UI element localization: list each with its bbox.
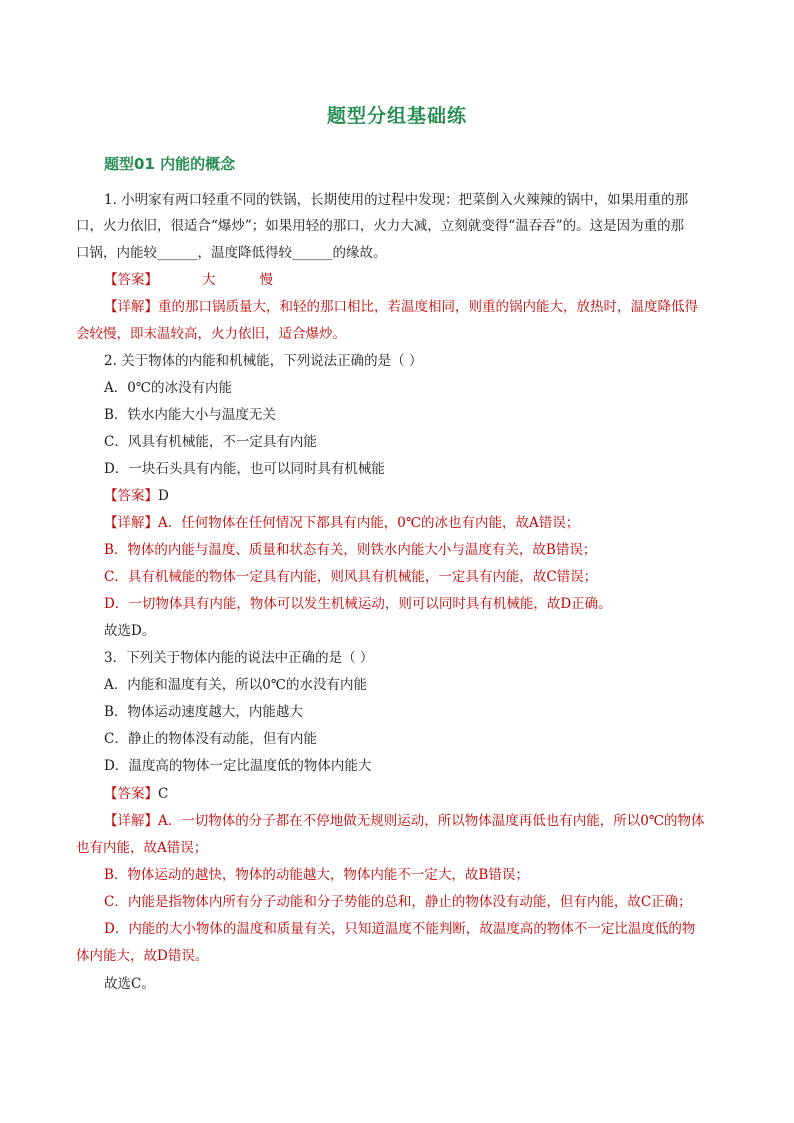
q3-option-a: A．内能和温度有关，所以0℃的水没有内能	[104, 677, 367, 693]
q3-conclusion: 故选C。	[104, 976, 155, 992]
q2-detail-line-1	[104, 514, 754, 532]
q3-detail-line-3: B．物体运动的越快，物体的动能越大，物体内能不一定大，故B错误；	[104, 867, 529, 883]
detail-label: 【详解】	[104, 813, 158, 829]
q2-answer	[104, 487, 754, 505]
q2-detail-line-2: B．物体的内能与温度、质量和状态有关，则铁水内能大小与温度有关，故B错误；	[104, 542, 597, 558]
q1-answer	[104, 271, 754, 289]
page-title: 题型分组基础练	[326, 105, 467, 127]
q2-option-c: C．风具有机械能，不一定具有内能	[104, 434, 317, 450]
section-heading: 题型01 内能的概念	[104, 155, 236, 173]
detail-label: 【详解】	[104, 299, 158, 315]
q2-detail-text-1: A．任何物体在任何情况下都具有内能，0℃的冰也有内能，故A错误；	[158, 515, 580, 531]
q3-detail-line-4: C．内能是指物体内所有分子动能和分子势能的总和，静止的物体没有动能，但有内能，故C正确；	[104, 894, 692, 910]
answer-label: 【答案】	[104, 272, 158, 288]
q3-option-d: D．温度高的物体一定比温度低的物体内能大	[104, 758, 372, 774]
answer-label: 【答案】	[104, 786, 158, 802]
q3-stem: 3．下列关于物体内能的说法中正确的是（ ）	[104, 650, 374, 666]
q2-conclusion: 故选D。	[104, 623, 156, 639]
q3-detail-text-1: A．一切物体的分子都在不停地做无规则运动，所以物体温度再低也有内能，所以0℃的物体	[158, 813, 705, 829]
q1-stem-line-3: 口锅，内能较______，温度降低得较______的缘故。	[76, 245, 387, 261]
q1-stem-line-1: 1. 小明家有两口轻重不同的铁锅，长期使用的过程中发现：把菜倒入火辣辣的锅中，如果用重的那	[104, 192, 689, 208]
q2-option-a: A．0℃的冰没有内能	[104, 380, 232, 396]
q2-option-d: D．一块石头具有内能，也可以同时具有机械能	[104, 461, 385, 477]
q3-answer-value: C	[158, 786, 169, 802]
q2-answer-value: D	[158, 488, 169, 504]
q2-stem: 2. 关于物体的内能和机械能，下列说法正确的是（ ）	[104, 353, 423, 369]
q3-detail-line-6: 体内能大，故D错误。	[76, 948, 209, 964]
q2-detail-line-4: D．一切物体具有内能，物体可以发生机械运动，则可以同时具有机械能，故D正确。	[104, 596, 612, 612]
detail-label: 【详解】	[104, 515, 158, 531]
q3-detail-line-1	[104, 812, 754, 830]
q3-answer	[104, 785, 754, 803]
q1-detail-text-1: 重的那口锅质量大，和轻的那口相比，若温度相同，则重的锅内能大，放热时，温度降低得	[158, 299, 698, 315]
q1-answer-2: 慢	[259, 272, 273, 288]
q2-detail-line-3: C．具有机械能的物体一定具有内能，则风具有机械能，一定具有内能，故C错误；	[104, 569, 598, 585]
q1-answer-1: 大	[202, 272, 216, 288]
q3-detail-line-2: 也有内能，故A错误；	[76, 840, 208, 856]
q3-option-c: C．静止的物体没有动能，但有内能	[104, 731, 317, 747]
q1-stem-line-2: 口，火力依旧，很适合“爆炒”；如果用轻的那口，火力大减，立刻就变得“温吞吞”的。这是因为重的那	[76, 218, 685, 234]
q1-detail-line-2: 会较慢，即末温较高，火力依旧，适合爆炒。	[76, 326, 346, 342]
q2-option-b: B．铁水内能大小与温度无关	[104, 407, 276, 423]
q3-detail-line-5: D．内能的大小物体的温度和质量有关，只知道温度不能判断，故温度高的物体不一定比温度低的物	[104, 921, 696, 937]
q1-detail-line-1	[104, 298, 754, 316]
answer-label: 【答案】	[104, 488, 158, 504]
q3-option-b: B．物体运动速度越大，内能越大	[104, 704, 303, 720]
